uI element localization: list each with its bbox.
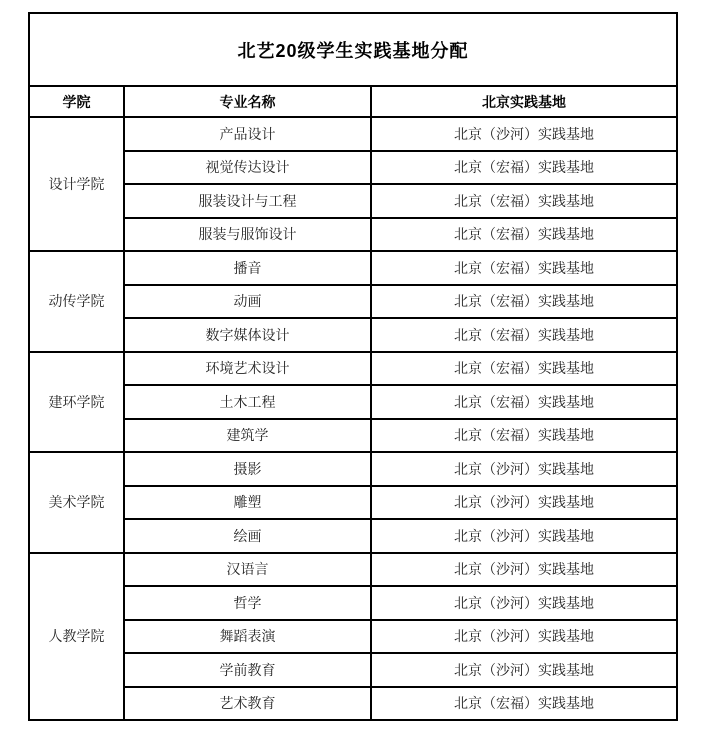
major-cell: 土木工程 (124, 385, 371, 419)
table-row (29, 251, 677, 285)
base-cell: 北京（沙河）实践基地 (371, 486, 677, 520)
practice-base-allocation-table (28, 12, 678, 721)
college-cell: 设计学院 (29, 117, 124, 251)
major-cell: 数字媒体设计 (124, 318, 371, 352)
base-cell: 北京（沙河）实践基地 (371, 117, 677, 151)
major-cell: 摄影 (124, 452, 371, 486)
column-header-college: 学院 (29, 86, 124, 117)
table-row (29, 620, 677, 654)
base-cell: 北京（宏福）实践基地 (371, 184, 677, 218)
major-cell: 艺术教育 (124, 687, 371, 721)
table-row (29, 151, 677, 185)
major-cell: 产品设计 (124, 117, 371, 151)
base-cell: 北京（宏福）实践基地 (371, 419, 677, 453)
base-cell: 北京（沙河）实践基地 (371, 452, 677, 486)
major-cell: 服装设计与工程 (124, 184, 371, 218)
major-cell: 播音 (124, 251, 371, 285)
table-row (29, 486, 677, 520)
table-row (29, 184, 677, 218)
column-header-major: 专业名称 (124, 86, 371, 117)
base-cell: 北京（沙河）实践基地 (371, 653, 677, 687)
table-row (29, 452, 677, 486)
college-cell: 动传学院 (29, 251, 124, 352)
base-cell: 北京（沙河）实践基地 (371, 586, 677, 620)
base-cell: 北京（宏福）实践基地 (371, 385, 677, 419)
base-cell: 北京（宏福）实践基地 (371, 352, 677, 386)
table-row (29, 218, 677, 252)
table-row (29, 519, 677, 553)
table-row (29, 586, 677, 620)
table-row (29, 318, 677, 352)
table-row (29, 352, 677, 386)
base-cell: 北京（宏福）实践基地 (371, 151, 677, 185)
major-cell: 学前教育 (124, 653, 371, 687)
major-cell: 哲学 (124, 586, 371, 620)
base-cell: 北京（宏福）实践基地 (371, 318, 677, 352)
table-row (29, 285, 677, 319)
title-row (29, 13, 677, 86)
major-cell: 雕塑 (124, 486, 371, 520)
table-title: 北艺20级学生实践基地分配 (29, 13, 677, 86)
column-header-base: 北京实践基地 (371, 86, 677, 117)
college-cell: 人教学院 (29, 553, 124, 721)
base-cell: 北京（沙河）实践基地 (371, 620, 677, 654)
base-cell: 北京（沙河）实践基地 (371, 553, 677, 587)
major-cell: 汉语言 (124, 553, 371, 587)
major-cell: 动画 (124, 285, 371, 319)
base-cell: 北京（沙河）实践基地 (371, 519, 677, 553)
college-cell: 建环学院 (29, 352, 124, 453)
base-cell: 北京（宏福）实践基地 (371, 285, 677, 319)
major-cell: 服装与服饰设计 (124, 218, 371, 252)
table-row (29, 419, 677, 453)
major-cell: 绘画 (124, 519, 371, 553)
base-cell: 北京（宏福）实践基地 (371, 251, 677, 285)
major-cell: 建筑学 (124, 419, 371, 453)
table-row (29, 687, 677, 721)
college-cell: 美术学院 (29, 452, 124, 553)
major-cell: 舞蹈表演 (124, 620, 371, 654)
table-row (29, 117, 677, 151)
base-cell: 北京（宏福）实践基地 (371, 218, 677, 252)
major-cell: 环境艺术设计 (124, 352, 371, 386)
table-row (29, 653, 677, 687)
table-row (29, 385, 677, 419)
header-row (29, 86, 677, 117)
major-cell: 视觉传达设计 (124, 151, 371, 185)
base-cell: 北京（宏福）实践基地 (371, 687, 677, 721)
table-row (29, 553, 677, 587)
